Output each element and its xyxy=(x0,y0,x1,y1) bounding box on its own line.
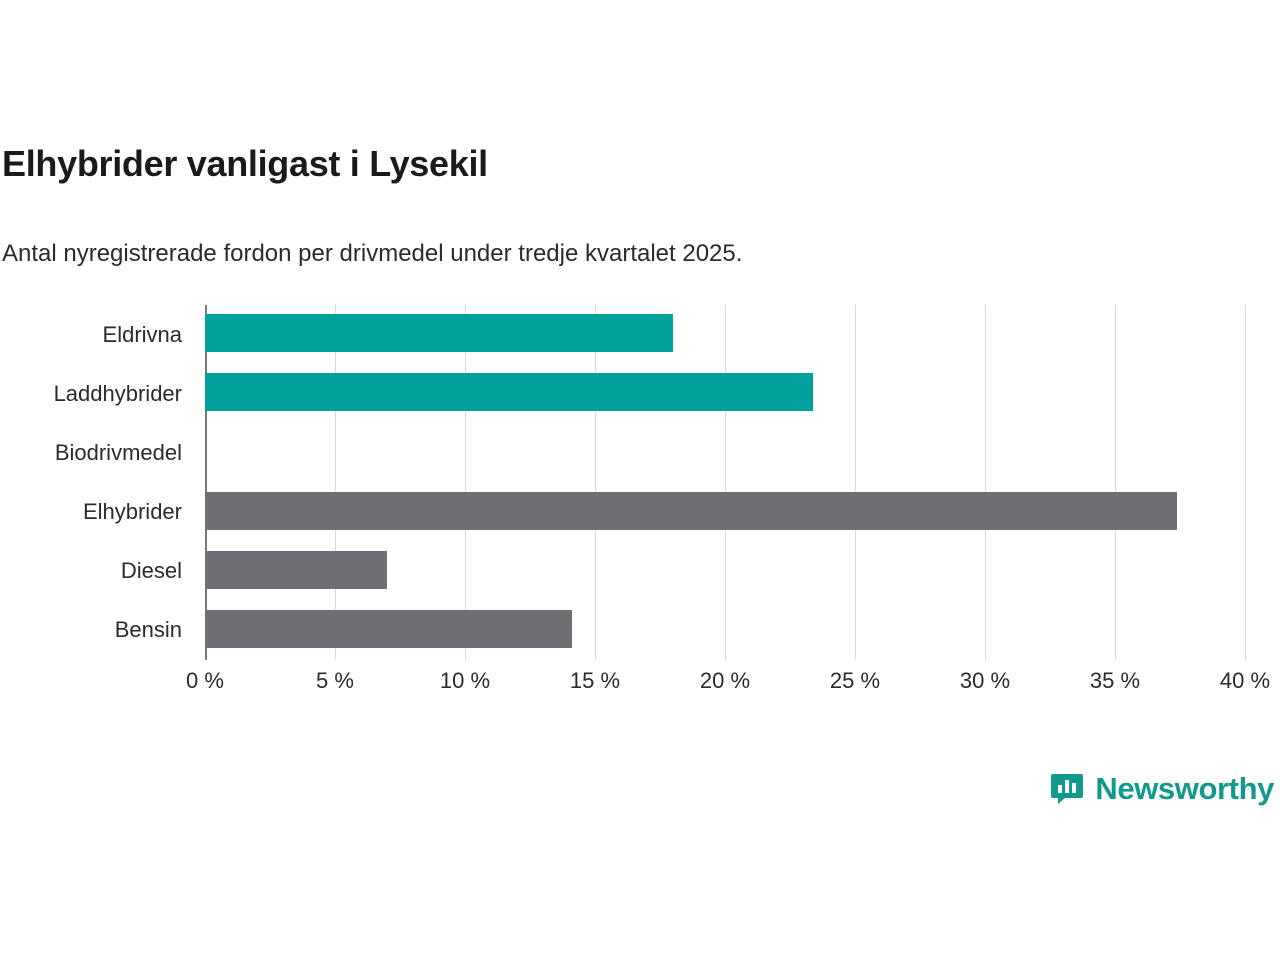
plot-area xyxy=(205,305,1245,660)
brand-name: Newsworthy xyxy=(1095,770,1274,806)
chart-plot-wrapper xyxy=(0,300,1280,700)
bar-row[interactable] xyxy=(205,601,1245,660)
bar-row[interactable] xyxy=(205,483,1245,542)
category-label: Diesel xyxy=(120,558,182,584)
x-tick-label: 5 % xyxy=(316,668,354,693)
bar-row[interactable] xyxy=(205,364,1245,423)
category-label: Laddhybrider xyxy=(53,380,182,406)
bar-row[interactable] xyxy=(205,542,1245,601)
bar[interactable] xyxy=(205,610,572,648)
value-axis-labels xyxy=(186,660,1271,700)
x-tick-label: 20 % xyxy=(699,668,751,693)
chart-subtitle: Antal nyregistrerade fordon per drivmedel under tredje kvartalet 2025. xyxy=(2,240,743,267)
bar[interactable] xyxy=(205,492,1177,530)
page-title: Elhybrider vanligast i Lysekil xyxy=(2,143,488,184)
bar[interactable] xyxy=(205,551,387,589)
x-tick-label: 35 % xyxy=(1089,668,1141,693)
x-tick-label: 40 % xyxy=(1219,668,1271,693)
bar[interactable] xyxy=(205,373,813,411)
category-label: Biodrivmedel xyxy=(54,439,182,465)
bar-series xyxy=(205,305,1245,660)
category-axis-labels xyxy=(0,305,195,660)
bar-row[interactable] xyxy=(205,305,1245,364)
bar-row[interactable] xyxy=(205,423,1245,482)
category-label: Eldrivna xyxy=(102,321,182,347)
gridline xyxy=(1245,305,1246,660)
x-tick-label: 25 % xyxy=(829,668,881,693)
bar[interactable] xyxy=(205,314,673,352)
x-tick-label: 15 % xyxy=(569,668,621,693)
x-tick-label: 10 % xyxy=(439,668,491,693)
bar-chart-bubble-icon xyxy=(1049,770,1085,806)
newsworthy-logo xyxy=(1049,770,1274,806)
category-label: Bensin xyxy=(114,617,182,643)
x-tick-label: 0 % xyxy=(186,668,224,693)
category-label: Elhybrider xyxy=(82,499,182,525)
x-tick-label: 30 % xyxy=(959,668,1011,693)
